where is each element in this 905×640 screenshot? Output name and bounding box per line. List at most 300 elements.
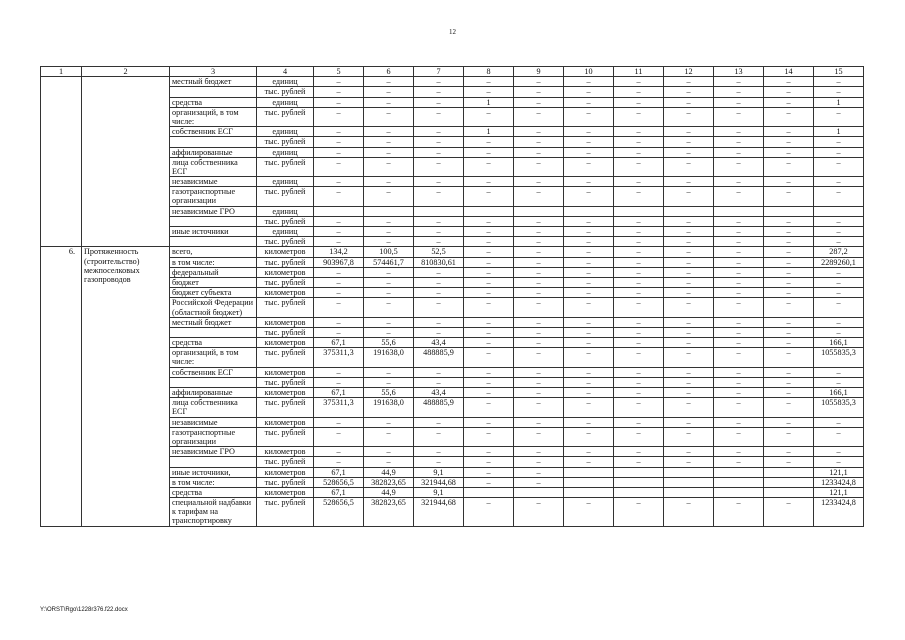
value-cell: – (814, 216, 864, 226)
value-cell: – (564, 427, 614, 446)
source-cell: газотранспортные организации (170, 187, 257, 206)
value-cell: – (614, 87, 664, 97)
value-cell: – (814, 298, 864, 317)
value-cell: – (464, 367, 514, 377)
value-cell: – (564, 187, 614, 206)
value-cell: – (664, 398, 714, 417)
value-cell: – (664, 348, 714, 367)
value-cell: – (814, 177, 864, 187)
value-cell: – (464, 227, 514, 237)
value-cell: – (664, 237, 714, 247)
source-cell (170, 216, 257, 226)
value-cell: – (714, 457, 764, 467)
value-cell: 382823,65 (364, 498, 414, 527)
value-cell: – (514, 377, 564, 387)
indicator-cell (82, 77, 170, 247)
value-cell: – (814, 367, 864, 377)
value-cell: 9,1 (414, 467, 464, 477)
value-cell: – (714, 267, 764, 277)
value-cell (464, 487, 514, 497)
value-cell: – (464, 457, 514, 467)
value-cell: – (414, 227, 464, 237)
source-cell: независимые ГРО (170, 206, 257, 216)
value-cell: – (664, 216, 714, 226)
unit-cell: тыс. рублей (257, 107, 314, 126)
value-cell: 67,1 (314, 467, 364, 477)
value-cell: – (614, 227, 664, 237)
value-cell: – (564, 457, 614, 467)
value-cell (564, 477, 614, 487)
value-cell: 375311,3 (314, 348, 364, 367)
unit-cell: тыс. рублей (257, 277, 314, 287)
unit-cell: тыс. рублей (257, 87, 314, 97)
table-header (41, 67, 864, 77)
source-cell: иные источники, (170, 467, 257, 477)
row-number-cell: 6. (41, 247, 82, 526)
unit-cell: тыс. рублей (257, 216, 314, 226)
value-cell: – (764, 187, 814, 206)
value-cell: – (714, 97, 764, 107)
value-cell: – (564, 257, 614, 267)
column-header: 11 (614, 67, 664, 77)
unit-cell: километров (257, 338, 314, 348)
value-cell: – (514, 237, 564, 247)
value-cell: – (714, 187, 764, 206)
value-cell: – (514, 367, 564, 377)
value-cell: – (714, 288, 764, 298)
value-cell: – (364, 187, 414, 206)
value-cell: – (464, 398, 514, 417)
value-cell: – (564, 367, 614, 377)
value-cell: – (664, 187, 714, 206)
value-cell: 9,1 (414, 487, 464, 497)
value-cell: – (714, 87, 764, 97)
value-cell: – (764, 298, 814, 317)
value-cell: – (664, 457, 714, 467)
value-cell: – (714, 257, 764, 267)
value-cell: – (514, 267, 564, 277)
value-cell: – (664, 498, 714, 527)
value-cell: 488885,9 (414, 348, 464, 367)
value-cell: – (714, 127, 764, 137)
value-cell: – (714, 417, 764, 427)
value-cell: – (664, 147, 714, 157)
value-cell: – (764, 417, 814, 427)
value-cell: – (814, 237, 864, 247)
value-cell: – (514, 137, 564, 147)
value-cell: – (664, 367, 714, 377)
value-cell: – (764, 257, 814, 267)
value-cell: 67,1 (314, 388, 364, 398)
value-cell: – (664, 298, 714, 317)
source-cell: бюджет субъекта (170, 288, 257, 298)
value-cell: 52,5 (414, 247, 464, 257)
value-cell: – (464, 267, 514, 277)
unit-cell: тыс. рублей (257, 457, 314, 467)
unit-cell: тыс. рублей (257, 477, 314, 487)
value-cell: 121,1 (814, 487, 864, 497)
value-cell: – (414, 147, 464, 157)
source-cell: независимые (170, 177, 257, 187)
value-cell: – (414, 377, 464, 387)
value-cell: – (314, 317, 364, 327)
value-cell: – (414, 127, 464, 137)
value-cell: – (764, 147, 814, 157)
value-cell: – (664, 277, 714, 287)
unit-cell: тыс. рублей (257, 157, 314, 176)
value-cell: – (614, 498, 664, 527)
value-cell: – (564, 127, 614, 137)
unit-cell: единиц (257, 127, 314, 137)
value-cell: 191638,0 (364, 398, 414, 417)
value-cell: – (614, 187, 664, 206)
value-cell: – (764, 288, 814, 298)
value-cell: 1 (464, 127, 514, 137)
value-cell: – (764, 427, 814, 446)
file-path-footer: Y:\ORST\Rgo\1228r376.f22.docx (40, 607, 128, 613)
value-cell: – (314, 427, 364, 446)
value-cell: – (314, 298, 364, 317)
header-row (41, 67, 864, 77)
value-cell: – (414, 187, 464, 206)
value-cell: 810830,61 (414, 257, 464, 267)
value-cell: – (414, 288, 464, 298)
value-cell: – (414, 267, 464, 277)
value-cell: – (764, 457, 814, 467)
value-cell (314, 206, 364, 216)
value-cell: – (764, 348, 814, 367)
value-cell: – (714, 298, 764, 317)
unit-cell: километров (257, 367, 314, 377)
column-header: 12 (664, 67, 714, 77)
column-header: 5 (314, 67, 364, 77)
value-cell: – (664, 97, 714, 107)
value-cell: – (814, 457, 864, 467)
table-row (41, 247, 864, 257)
value-cell: – (814, 427, 864, 446)
source-cell: независимые ГРО (170, 447, 257, 457)
value-cell: – (314, 107, 364, 126)
value-cell: – (814, 227, 864, 237)
value-cell: 67,1 (314, 338, 364, 348)
value-cell: – (664, 417, 714, 427)
value-cell: – (614, 288, 664, 298)
value-cell (664, 206, 714, 216)
value-cell: – (814, 277, 864, 287)
value-cell: – (314, 277, 364, 287)
value-cell: – (314, 97, 364, 107)
value-cell (714, 467, 764, 477)
unit-cell: тыс. рублей (257, 187, 314, 206)
value-cell: – (814, 87, 864, 97)
value-cell: – (464, 187, 514, 206)
column-header: 2 (82, 67, 170, 77)
value-cell: – (514, 157, 564, 176)
value-cell: – (464, 427, 514, 446)
value-cell: – (314, 137, 364, 147)
column-header: 14 (764, 67, 814, 77)
value-cell: – (714, 348, 764, 367)
value-cell: 44,9 (364, 467, 414, 477)
unit-cell: единиц (257, 97, 314, 107)
value-cell: – (714, 247, 764, 257)
value-cell: – (314, 187, 364, 206)
value-cell (564, 206, 614, 216)
value-cell: – (714, 388, 764, 398)
value-cell: – (514, 298, 564, 317)
value-cell: – (664, 77, 714, 87)
value-cell: – (814, 157, 864, 176)
value-cell: – (514, 427, 564, 446)
unit-cell: тыс. рублей (257, 398, 314, 417)
value-cell: – (464, 327, 514, 337)
value-cell: – (514, 107, 564, 126)
value-cell: – (364, 137, 414, 147)
value-cell: 55,6 (364, 388, 414, 398)
value-cell: – (764, 338, 814, 348)
value-cell: – (714, 277, 764, 287)
value-cell: – (664, 127, 714, 137)
value-cell: – (764, 267, 814, 277)
value-cell: – (764, 157, 814, 176)
value-cell: – (664, 317, 714, 327)
table-row (41, 77, 864, 87)
value-cell: – (464, 498, 514, 527)
value-cell: – (414, 216, 464, 226)
source-cell: лица собственника ЕСГ (170, 398, 257, 417)
value-cell: – (614, 257, 664, 267)
source-cell: организаций, в том числе: (170, 348, 257, 367)
value-cell: – (714, 367, 764, 377)
value-cell: – (364, 216, 414, 226)
value-cell: – (714, 398, 764, 417)
source-cell: организаций, в том числе: (170, 107, 257, 126)
value-cell: – (814, 267, 864, 277)
value-cell: – (764, 377, 814, 387)
value-cell: – (414, 327, 464, 337)
unit-cell: километров (257, 417, 314, 427)
value-cell: – (314, 77, 364, 87)
value-cell: – (364, 87, 414, 97)
value-cell: – (564, 288, 614, 298)
value-cell: – (414, 137, 464, 147)
value-cell: – (764, 77, 814, 87)
value-cell: – (664, 257, 714, 267)
value-cell (464, 206, 514, 216)
value-cell (664, 487, 714, 497)
value-cell: – (414, 157, 464, 176)
unit-cell: единиц (257, 77, 314, 87)
value-cell: – (764, 107, 814, 126)
value-cell: – (514, 147, 564, 157)
source-cell: газотранспортные организации (170, 427, 257, 446)
column-header: 7 (414, 67, 464, 77)
value-cell (814, 206, 864, 216)
value-cell: – (314, 447, 364, 457)
value-cell: – (464, 338, 514, 348)
value-cell: – (514, 457, 564, 467)
source-cell: независимые (170, 417, 257, 427)
value-cell: 1055835,3 (814, 348, 864, 367)
value-cell: – (614, 77, 664, 87)
value-cell: – (514, 327, 564, 337)
value-cell: – (514, 398, 564, 417)
unit-cell: километров (257, 487, 314, 497)
value-cell: – (614, 277, 664, 287)
value-cell: – (364, 288, 414, 298)
value-cell: – (764, 127, 814, 137)
value-cell: – (364, 457, 414, 467)
value-cell: – (364, 367, 414, 377)
value-cell: – (764, 447, 814, 457)
value-cell: – (664, 327, 714, 337)
value-cell: – (364, 227, 414, 237)
column-header: 15 (814, 67, 864, 77)
value-cell: – (564, 417, 614, 427)
value-cell: – (514, 467, 564, 477)
value-cell: – (464, 237, 514, 247)
value-cell: – (414, 298, 464, 317)
value-cell: – (464, 257, 514, 267)
value-cell: – (714, 447, 764, 457)
value-cell: 2289260,1 (814, 257, 864, 267)
value-cell: – (564, 247, 614, 257)
value-cell: – (464, 77, 514, 87)
value-cell: – (314, 288, 364, 298)
value-cell: – (414, 237, 464, 247)
value-cell: – (514, 127, 564, 137)
value-cell: – (714, 237, 764, 247)
unit-cell: километров (257, 288, 314, 298)
value-cell: – (514, 247, 564, 257)
column-header: 6 (364, 67, 414, 77)
source-cell: средства (170, 97, 257, 107)
source-cell: средства (170, 487, 257, 497)
value-cell: 1233424,8 (814, 477, 864, 487)
value-cell: – (764, 227, 814, 237)
value-cell: 43,4 (414, 338, 464, 348)
unit-cell: единиц (257, 227, 314, 237)
value-cell: 43,4 (414, 388, 464, 398)
value-cell: – (764, 216, 814, 226)
value-cell (514, 206, 564, 216)
value-cell: – (514, 257, 564, 267)
unit-cell: тыс. рублей (257, 137, 314, 147)
value-cell: – (314, 327, 364, 337)
value-cell: – (614, 177, 664, 187)
source-cell (170, 327, 257, 337)
value-cell: – (614, 338, 664, 348)
value-cell (564, 487, 614, 497)
value-cell: 1055835,3 (814, 398, 864, 417)
value-cell: – (814, 317, 864, 327)
value-cell: – (814, 447, 864, 457)
value-cell: – (414, 97, 464, 107)
value-cell: 321944,68 (414, 498, 464, 527)
value-cell: 191638,0 (364, 348, 414, 367)
source-cell: Российской Федерации (областной бюджет) (170, 298, 257, 317)
value-cell: – (464, 247, 514, 257)
value-cell: – (514, 417, 564, 427)
value-cell: – (564, 317, 614, 327)
value-cell: – (514, 338, 564, 348)
value-cell: – (814, 107, 864, 126)
source-cell (170, 87, 257, 97)
value-cell: – (514, 317, 564, 327)
value-cell: – (614, 137, 664, 147)
value-cell: 528656,5 (314, 498, 364, 527)
value-cell: – (314, 267, 364, 277)
value-cell: – (614, 216, 664, 226)
unit-cell: тыс. рублей (257, 377, 314, 387)
value-cell (664, 477, 714, 487)
value-cell: – (364, 157, 414, 176)
value-cell: – (714, 216, 764, 226)
value-cell: 44,9 (364, 487, 414, 497)
source-cell (170, 457, 257, 467)
value-cell: – (614, 237, 664, 247)
source-cell: всего, (170, 247, 257, 257)
value-cell: – (664, 388, 714, 398)
value-cell: – (814, 187, 864, 206)
unit-cell: тыс. рублей (257, 298, 314, 317)
value-cell: – (464, 147, 514, 157)
value-cell: – (564, 338, 614, 348)
value-cell: – (614, 127, 664, 137)
value-cell: – (714, 177, 764, 187)
value-cell: – (614, 377, 664, 387)
value-cell: – (614, 147, 664, 157)
value-cell: – (364, 97, 414, 107)
value-cell: – (364, 237, 414, 247)
value-cell: – (464, 107, 514, 126)
value-cell: – (314, 457, 364, 467)
value-cell: – (364, 107, 414, 126)
value-cell: – (514, 388, 564, 398)
value-cell: 321944,68 (414, 477, 464, 487)
value-cell (714, 206, 764, 216)
source-cell: бюджет (170, 277, 257, 287)
value-cell (564, 467, 614, 477)
value-cell: – (664, 107, 714, 126)
value-cell: – (614, 388, 664, 398)
value-cell: – (414, 107, 464, 126)
value-cell: 1 (464, 97, 514, 107)
value-cell: – (514, 498, 564, 527)
value-cell (414, 206, 464, 216)
value-cell: – (664, 447, 714, 457)
value-cell: – (564, 97, 614, 107)
value-cell (764, 206, 814, 216)
source-cell (170, 137, 257, 147)
value-cell: – (514, 177, 564, 187)
value-cell: – (714, 498, 764, 527)
value-cell: – (764, 97, 814, 107)
value-cell: – (764, 317, 814, 327)
value-cell: – (364, 127, 414, 137)
value-cell: – (464, 388, 514, 398)
value-cell: – (714, 157, 764, 176)
value-cell: – (764, 398, 814, 417)
value-cell: – (564, 377, 614, 387)
value-cell: – (714, 137, 764, 147)
value-cell: – (614, 157, 664, 176)
value-cell: – (814, 147, 864, 157)
table-body (41, 77, 864, 526)
value-cell: 134,2 (314, 247, 364, 257)
value-cell: – (314, 417, 364, 427)
value-cell: – (314, 147, 364, 157)
